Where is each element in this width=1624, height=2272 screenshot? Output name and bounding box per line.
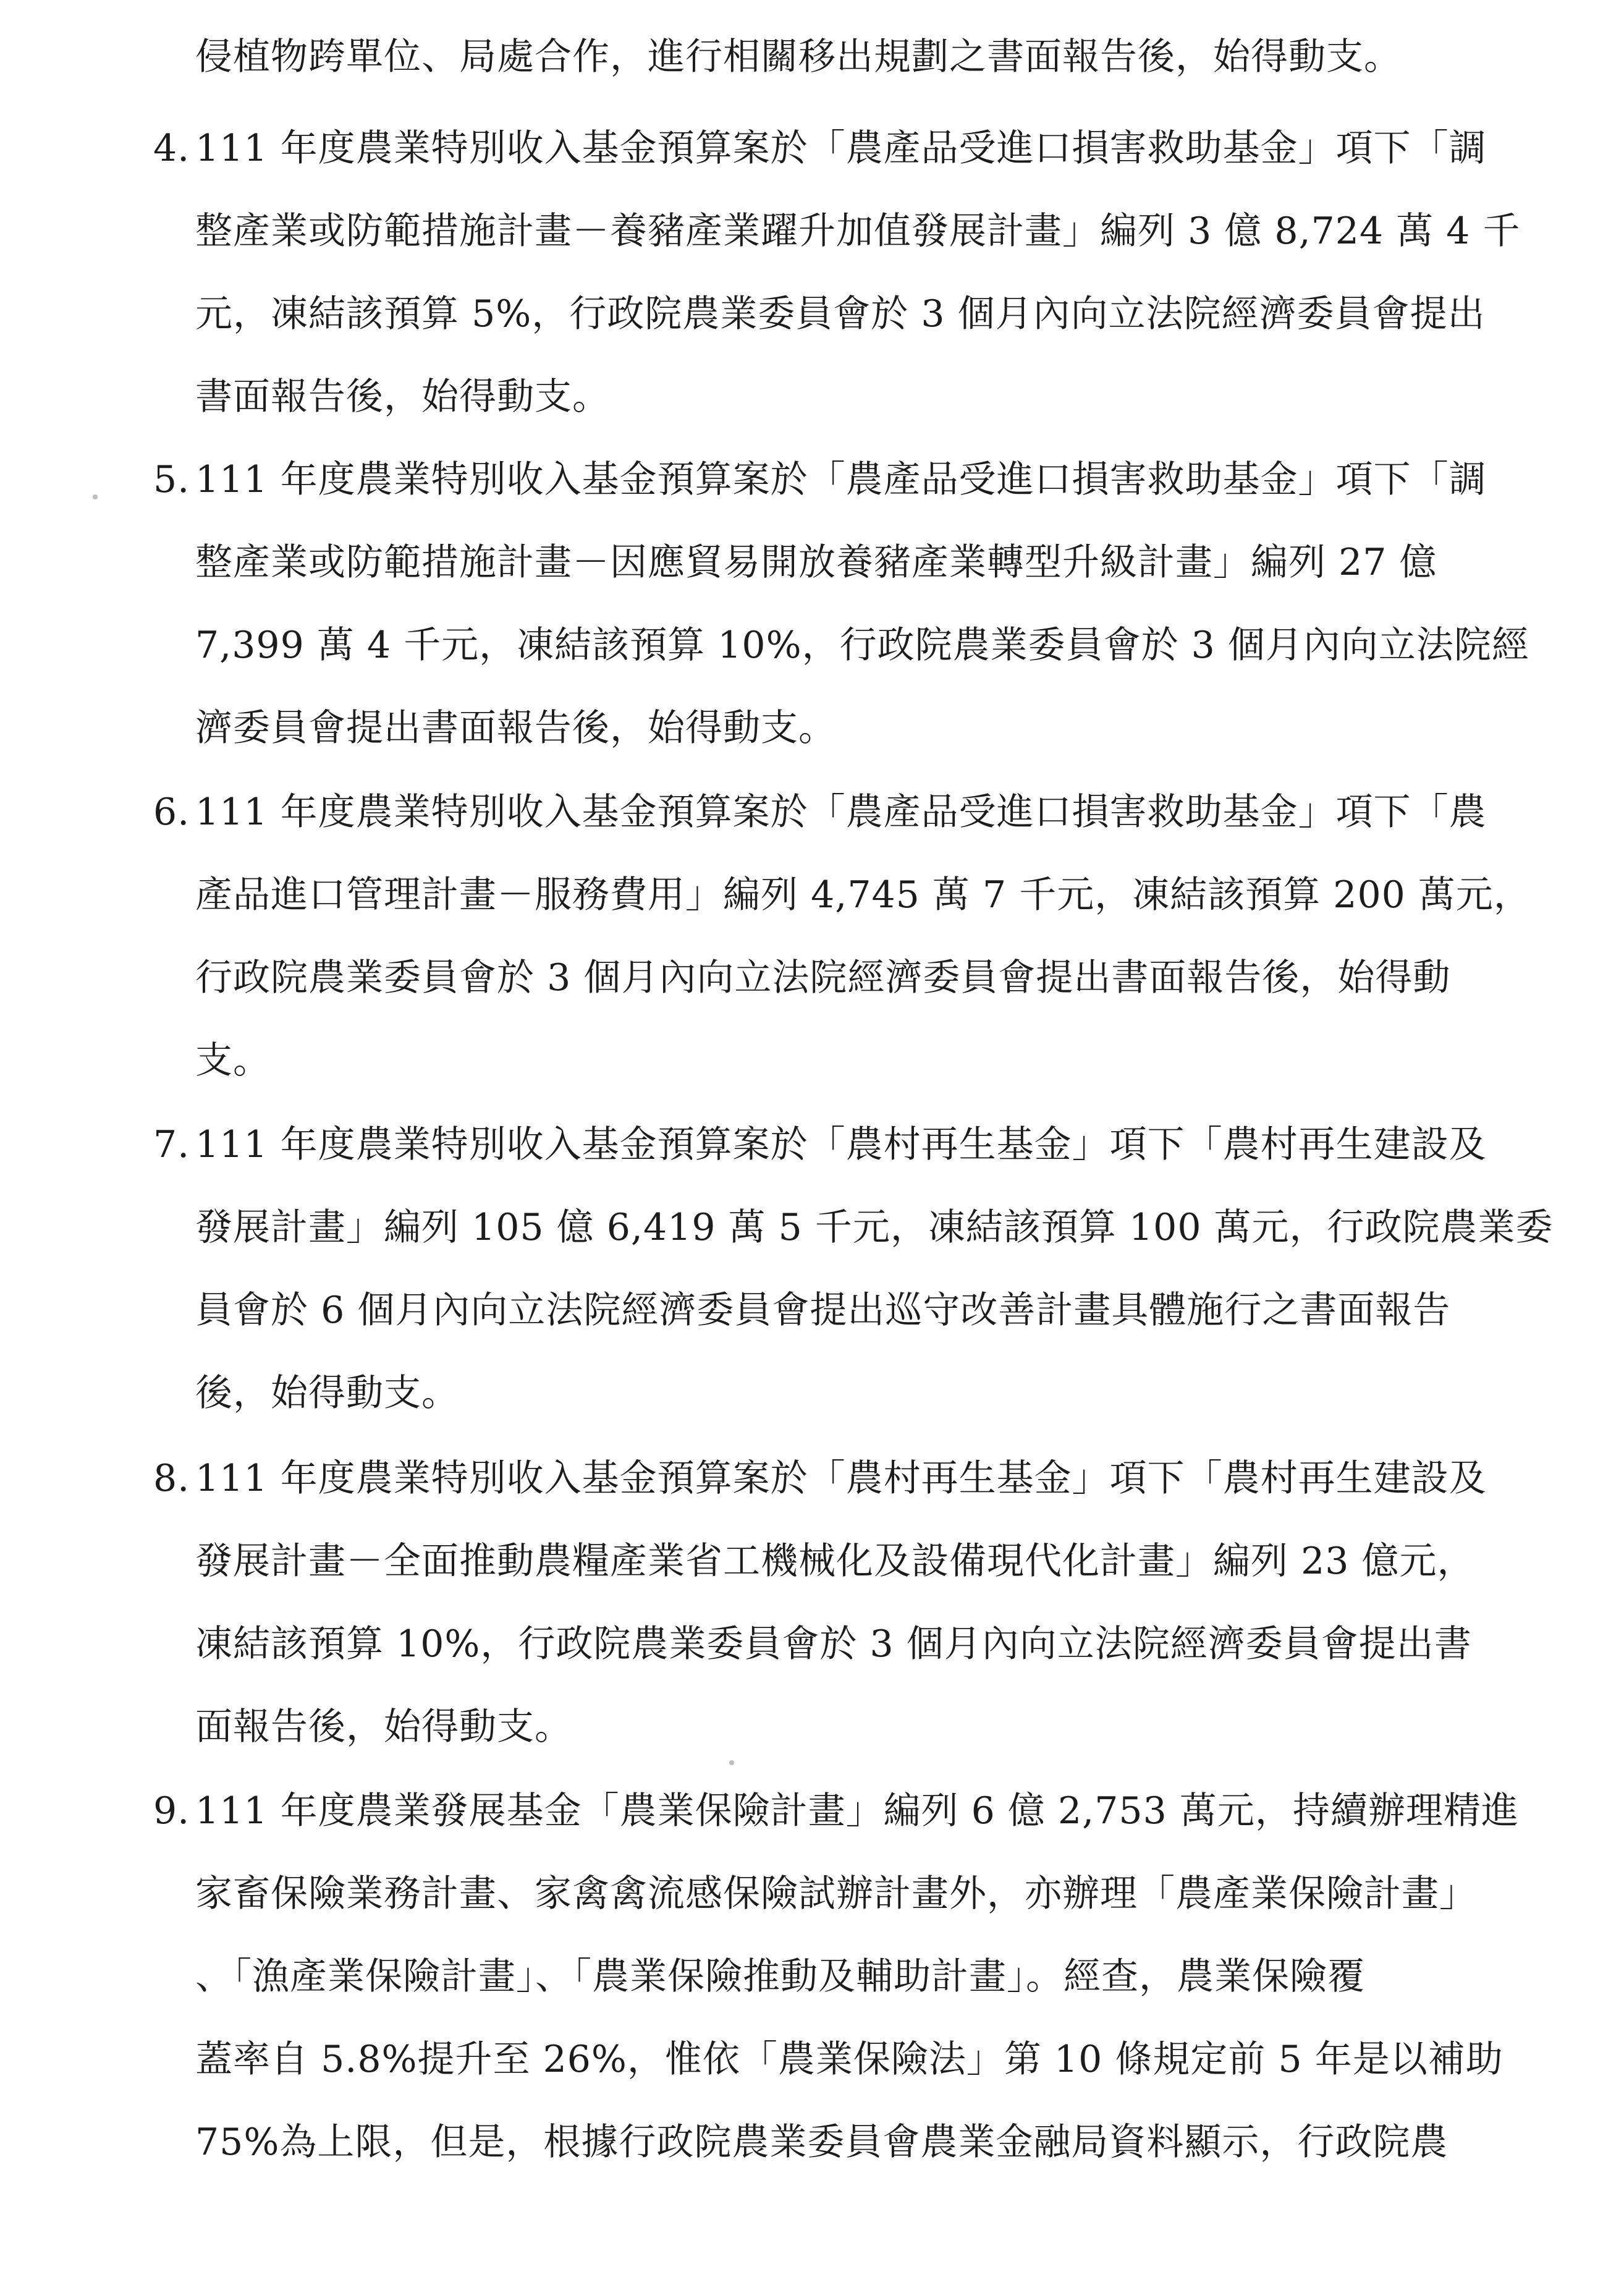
scan-speck bbox=[729, 1760, 734, 1765]
item-8-line-3: 凍結該預算 10%，行政院農業委員會於 3 個月內向立法院經濟委員會提出書 bbox=[195, 1622, 1472, 1666]
item-4-number: 4. bbox=[153, 127, 190, 170]
item-8-line-4: 面報告後，始得動支。 bbox=[195, 1705, 572, 1749]
item-8-line-2: 發展計畫－全面推動農糧產業省工機械化及設備現代化計畫」編列 23 億元， bbox=[195, 1540, 1475, 1583]
item-9-line-2: 家畜保險業務計畫、家禽禽流感保險試辦計畫外，亦辦理「農產業保險計畫」 bbox=[195, 1872, 1477, 1915]
item-5-line-2: 整產業或防範措施計畫－因應貿易開放養豬產業轉型升級計畫」編列 27 億 bbox=[195, 541, 1437, 584]
item-5-number: 5. bbox=[153, 458, 190, 501]
item-9-line-1: 111 年度農業發展基金「農業保險計畫」編列 6 億 2,753 萬元，持續辦理精進 bbox=[195, 1789, 1519, 1833]
item-5-line-1: 111 年度農業特別收入基金預算案於「農產品受進口損害救助基金」項下「調 bbox=[195, 458, 1487, 501]
item-7-line-1: 111 年度農業特別收入基金預算案於「農村再生基金」項下「農村再生建設及 bbox=[195, 1123, 1487, 1166]
item-4-line-1: 111 年度農業特別收入基金預算案於「農產品受進口損害救助基金」項下「調 bbox=[195, 127, 1487, 170]
item-6-number: 6. bbox=[153, 791, 190, 834]
item-4-line-3: 元，凍結該預算 5%，行政院農業委員會於 3 個月內向立法院經濟委員會提出 bbox=[195, 292, 1486, 336]
item-9-line-4: 蓋率自 5.8%提升至 26%，惟依「農業保險法」第 10 條規定前 5 年是以補助 bbox=[195, 2038, 1503, 2081]
item-6-line-2: 產品進口管理計畫－服務費用」編列 4,745 萬 7 千元，凍結該預算 200 萬元， bbox=[195, 873, 1531, 917]
item-6-line-1: 111 年度農業特別收入基金預算案於「農產品受進口損害救助基金」項下「農 bbox=[195, 791, 1487, 834]
scan-speck bbox=[93, 494, 98, 499]
item-7-line-4: 後，始得動支。 bbox=[195, 1371, 459, 1415]
item-5-line-3: 7,399 萬 4 千元，凍結該預算 10%，行政院農業委員會於 3 個月內向立法院經 bbox=[195, 624, 1529, 667]
item-7-number: 7. bbox=[153, 1123, 190, 1166]
item-9-line-5: 75%為上限，但是，根據行政院農業委員會農業金融局資料顯示，行政院農 bbox=[195, 2121, 1448, 2164]
item-8-line-1: 111 年度農業特別收入基金預算案於「農村再生基金」項下「農村再生建設及 bbox=[195, 1457, 1487, 1500]
item-4-line-2: 整產業或防範措施計畫－養豬產業躍升加值發展計畫」編列 3 億 8,724 萬 4 千 bbox=[195, 210, 1521, 253]
item-3-line-1: 侵植物跨單位、局處合作，進行相關移出規劃之書面報告後，始得動支。 bbox=[195, 35, 1402, 78]
item-6-line-3: 行政院農業委員會於 3 個月內向立法院經濟委員會提出書面報告後，始得動 bbox=[195, 956, 1451, 999]
item-4-line-4: 書面報告後，始得動支。 bbox=[195, 375, 610, 418]
item-9-number: 9. bbox=[153, 1789, 190, 1833]
item-9-line-3: 、「漁產業保險計畫」、「農業保險推動及輔助計畫」。經查，農業保險覆 bbox=[195, 1955, 1365, 1998]
item-7-line-2: 發展計畫」編列 105 億 6,419 萬 5 千元，凍結該預算 100 萬元，行政院農業委 bbox=[195, 1206, 1554, 1249]
item-6-line-4: 支。 bbox=[195, 1039, 271, 1082]
item-7-line-3: 員會於 6 個月內向立法院經濟委員會提出巡守改善計畫具體施行之書面報告 bbox=[195, 1289, 1451, 1332]
item-8-number: 8. bbox=[153, 1457, 190, 1500]
item-5-line-4: 濟委員會提出書面報告後，始得動支。 bbox=[195, 706, 836, 750]
